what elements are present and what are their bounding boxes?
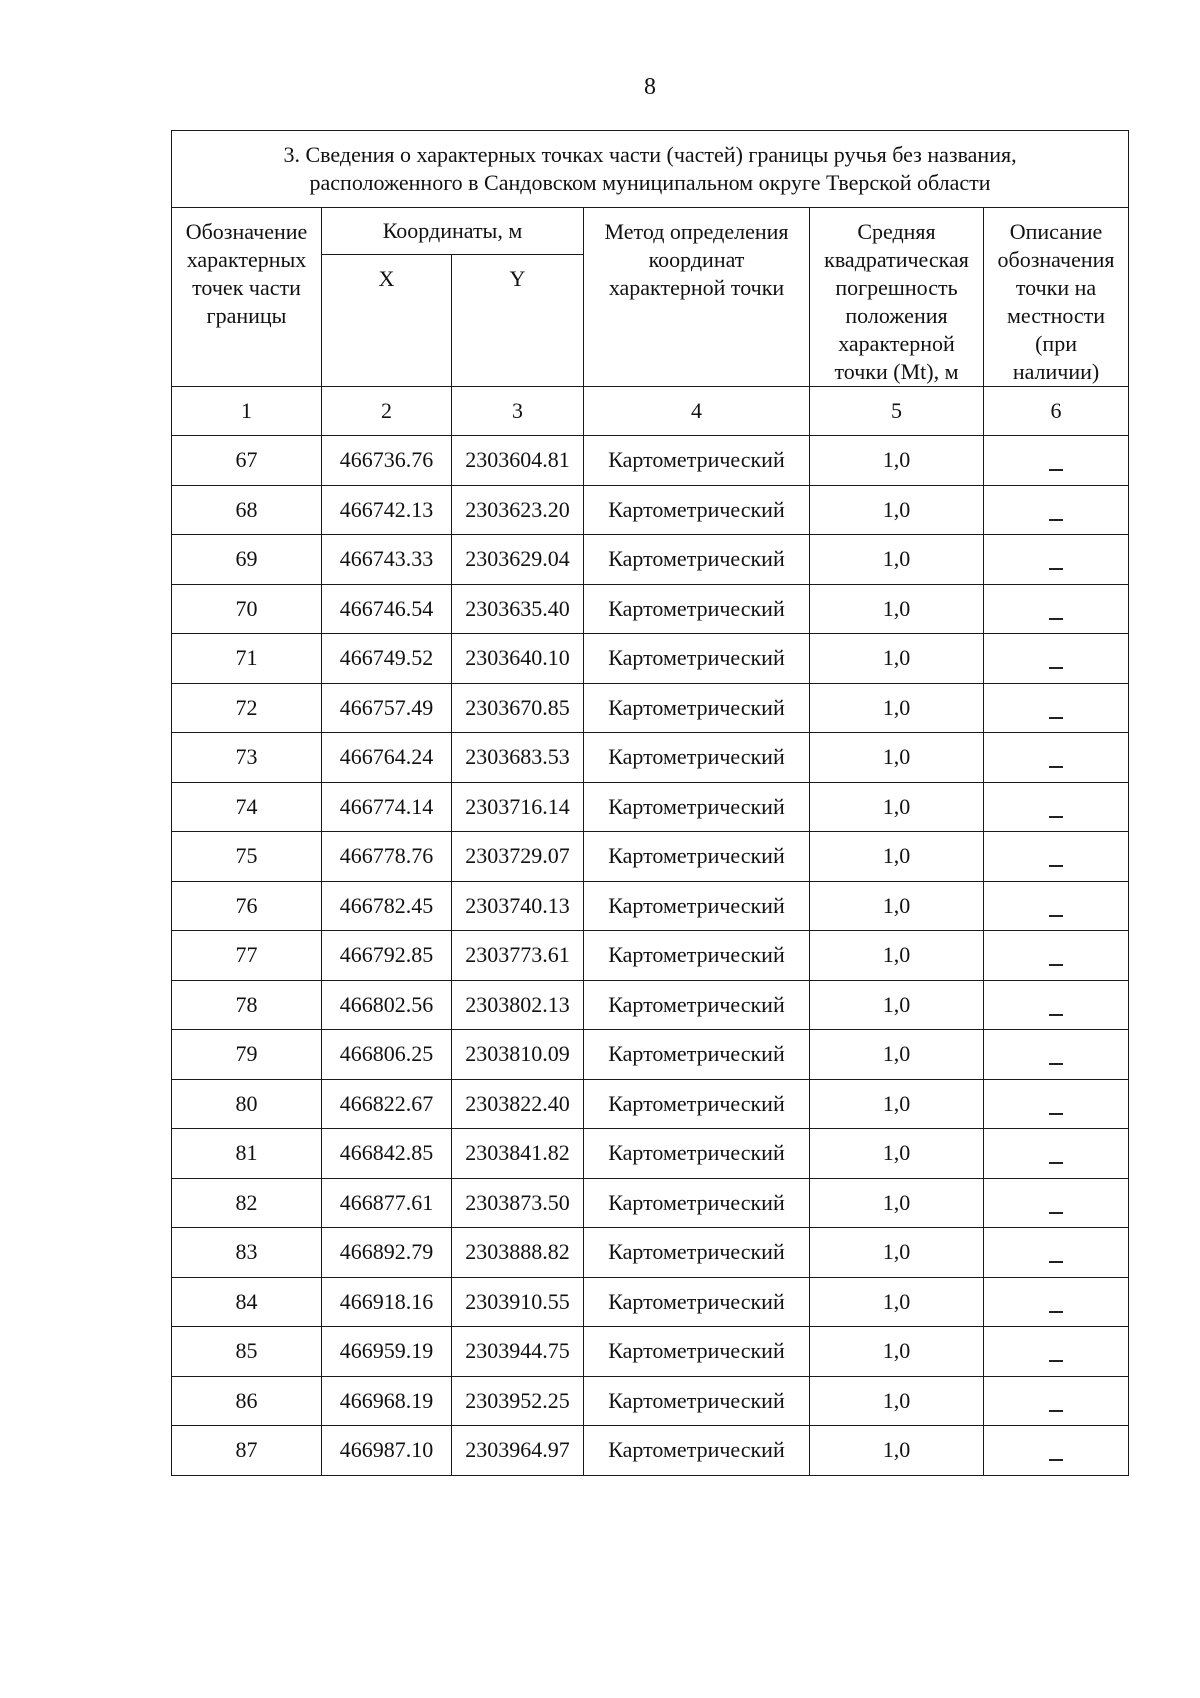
description-cell: [984, 683, 1129, 733]
description-cell: [984, 1426, 1129, 1476]
method-cell: Картометрический: [584, 485, 810, 535]
error-cell: 1,0: [810, 733, 984, 783]
coord-y-cell: 2303683.53: [452, 733, 584, 783]
method-cell: Картометрический: [584, 832, 810, 882]
coord-y-cell: 2303810.09: [452, 1030, 584, 1080]
error-cell: 1,0: [810, 1426, 984, 1476]
coord-y-cell: 2303944.75: [452, 1327, 584, 1377]
coord-x-cell: 466822.67: [322, 1079, 452, 1129]
point-id-cell: 81: [172, 1129, 322, 1179]
method-cell: Картометрический: [584, 535, 810, 585]
point-id-cell: 74: [172, 782, 322, 832]
point-id-cell: 69: [172, 535, 322, 585]
method-cell: Картометрический: [584, 1426, 810, 1476]
header-text: Средняя: [857, 219, 936, 244]
caption-line-1: 3. Сведения о характерных точках части (частей) границы ручья без названия,: [283, 142, 1017, 167]
coord-x-cell: 466743.33: [322, 535, 452, 585]
method-cell: Картометрический: [584, 634, 810, 684]
point-id-cell: 84: [172, 1277, 322, 1327]
error-cell: 1,0: [810, 535, 984, 585]
header-text: характерной точки: [608, 275, 785, 300]
description-cell: [984, 881, 1129, 931]
coord-y-cell: 2303629.04: [452, 535, 584, 585]
header-text: границы: [206, 303, 287, 328]
coord-x-cell: 466842.85: [322, 1129, 452, 1179]
header-row: [172, 208, 1129, 255]
description-cell: [984, 634, 1129, 684]
point-id-cell: 75: [172, 832, 322, 882]
description-cell: [984, 1327, 1129, 1377]
header-text: Описание: [1009, 219, 1103, 244]
point-id-cell: 79: [172, 1030, 322, 1080]
method-cell: Картометрический: [584, 782, 810, 832]
table-row: [172, 1376, 1129, 1426]
dash-mark: [1049, 1212, 1063, 1214]
point-id-cell: 82: [172, 1178, 322, 1228]
table-row: [172, 980, 1129, 1030]
dash-mark: [1049, 1311, 1063, 1313]
coord-x-cell: 466877.61: [322, 1178, 452, 1228]
coord-y-cell: 2303873.50: [452, 1178, 584, 1228]
method-cell: Картометрический: [584, 733, 810, 783]
table-row: [172, 683, 1129, 733]
header-text: характерных: [186, 247, 307, 272]
header-text: характерной: [838, 331, 955, 356]
table-row: [172, 1079, 1129, 1129]
coord-x-cell: 466892.79: [322, 1228, 452, 1278]
method-cell: Картометрический: [584, 980, 810, 1030]
dash-mark: [1049, 865, 1063, 867]
dash-mark: [1049, 1113, 1063, 1115]
point-id-cell: 76: [172, 881, 322, 931]
coord-y-cell: 2303716.14: [452, 782, 584, 832]
point-id-cell: 80: [172, 1079, 322, 1129]
error-cell: 1,0: [810, 1178, 984, 1228]
table-row: [172, 634, 1129, 684]
table-row: [172, 1426, 1129, 1476]
method-cell: Картометрический: [584, 931, 810, 981]
coord-y-cell: 2303604.81: [452, 436, 584, 486]
header-text: местности: [1006, 303, 1106, 328]
description-cell: [984, 1129, 1129, 1179]
point-id-cell: 78: [172, 980, 322, 1030]
header-text: наличии): [1012, 359, 1100, 384]
table-row: [172, 535, 1129, 585]
dash-mark: [1049, 618, 1063, 620]
error-cell: 1,0: [810, 1327, 984, 1377]
description-cell: [984, 1178, 1129, 1228]
coord-y-cell: 2303729.07: [452, 832, 584, 882]
method-cell: Картометрический: [584, 1079, 810, 1129]
dash-mark: [1049, 568, 1063, 570]
dash-mark: [1049, 717, 1063, 719]
dash-mark: [1049, 1410, 1063, 1412]
header-text: квадратическая: [824, 247, 969, 272]
coord-y-cell: 2303802.13: [452, 980, 584, 1030]
coord-x-cell: 466778.76: [322, 832, 452, 882]
error-cell: 1,0: [810, 1228, 984, 1278]
method-cell: Картометрический: [584, 881, 810, 931]
description-cell: [984, 535, 1129, 585]
error-cell: 1,0: [810, 980, 984, 1030]
description-cell: [984, 832, 1129, 882]
description-cell: [984, 931, 1129, 981]
dash-mark: [1049, 667, 1063, 669]
method-cell: Картометрический: [584, 1030, 810, 1080]
coord-x-cell: 466757.49: [322, 683, 452, 733]
error-cell: 1,0: [810, 485, 984, 535]
header-x: X: [322, 255, 452, 387]
error-cell: 1,0: [810, 1030, 984, 1080]
point-id-cell: 70: [172, 584, 322, 634]
method-cell: Картометрический: [584, 584, 810, 634]
method-cell: Картометрический: [584, 1277, 810, 1327]
dash-mark: [1049, 1014, 1063, 1016]
table-body: [172, 131, 1129, 1476]
dash-mark: [1049, 1459, 1063, 1461]
header-text: обозначения: [997, 247, 1115, 272]
coord-x-cell: 466736.76: [322, 436, 452, 486]
header-description: [984, 208, 1129, 387]
error-cell: 1,0: [810, 1277, 984, 1327]
column-number: 4: [584, 387, 810, 436]
dash-mark: [1049, 766, 1063, 768]
error-cell: 1,0: [810, 1376, 984, 1426]
coord-y-cell: 2303623.20: [452, 485, 584, 535]
header-point-designation: [172, 208, 322, 387]
header-text: (при: [1035, 331, 1077, 356]
method-cell: Картометрический: [584, 1327, 810, 1377]
column-number: 1: [172, 387, 322, 436]
coord-x-cell: 466806.25: [322, 1030, 452, 1080]
coord-x-cell: 466968.19: [322, 1376, 452, 1426]
coord-x-cell: 466774.14: [322, 782, 452, 832]
coord-y-cell: 2303841.82: [452, 1129, 584, 1179]
method-cell: Картометрический: [584, 1228, 810, 1278]
header-text: точки на: [1015, 275, 1097, 300]
table-row: [172, 832, 1129, 882]
coord-x-cell: 466746.54: [322, 584, 452, 634]
coord-y-cell: 2303635.40: [452, 584, 584, 634]
header-text: Метод определения: [604, 219, 789, 244]
column-number: 3: [452, 387, 584, 436]
table-row: [172, 1178, 1129, 1228]
coord-x-cell: 466742.13: [322, 485, 452, 535]
dash-mark: [1049, 816, 1063, 818]
header-method: [584, 208, 810, 387]
description-cell: [984, 733, 1129, 783]
method-cell: Картометрический: [584, 436, 810, 486]
dash-mark: [1049, 1261, 1063, 1263]
table-caption: [172, 131, 1129, 208]
table-row: [172, 782, 1129, 832]
header-text: положения: [845, 303, 948, 328]
table-row: [172, 1228, 1129, 1278]
coord-y-cell: 2303910.55: [452, 1277, 584, 1327]
boundary-points-table: [171, 130, 1129, 1476]
description-cell: [984, 1277, 1129, 1327]
error-cell: 1,0: [810, 1129, 984, 1179]
coord-x-cell: 466792.85: [322, 931, 452, 981]
description-cell: [984, 436, 1129, 486]
header-y: Y: [452, 255, 584, 387]
header-text: точек части: [192, 275, 301, 300]
coord-x-cell: 466918.16: [322, 1277, 452, 1327]
header-text: координат: [648, 247, 745, 272]
coord-y-cell: 2303964.97: [452, 1426, 584, 1476]
point-id-cell: 73: [172, 733, 322, 783]
table-row: [172, 1327, 1129, 1377]
description-cell: [984, 1079, 1129, 1129]
point-id-cell: 68: [172, 485, 322, 535]
error-cell: 1,0: [810, 832, 984, 882]
page-number: 8: [644, 74, 656, 100]
point-id-cell: 72: [172, 683, 322, 733]
description-cell: [984, 1030, 1129, 1080]
header-text: точки (Mt), м: [834, 359, 959, 384]
point-id-cell: 85: [172, 1327, 322, 1377]
column-number: 2: [322, 387, 452, 436]
error-cell: 1,0: [810, 683, 984, 733]
description-cell: [984, 782, 1129, 832]
caption-row: [172, 131, 1129, 208]
description-cell: [984, 1228, 1129, 1278]
column-number: 6: [984, 387, 1129, 436]
dash-mark: [1049, 915, 1063, 917]
coord-y-cell: 2303670.85: [452, 683, 584, 733]
coord-x-cell: 466782.45: [322, 881, 452, 931]
coord-y-cell: 2303952.25: [452, 1376, 584, 1426]
header-text: погрешность: [835, 275, 958, 300]
point-id-cell: 83: [172, 1228, 322, 1278]
header-mean-square-error: [810, 208, 984, 387]
header-coordinates: Координаты, м: [322, 208, 584, 255]
coord-x-cell: 466987.10: [322, 1426, 452, 1476]
method-cell: Картометрический: [584, 1376, 810, 1426]
table-row: [172, 733, 1129, 783]
coord-y-cell: 2303773.61: [452, 931, 584, 981]
dash-mark: [1049, 1360, 1063, 1362]
point-id-cell: 86: [172, 1376, 322, 1426]
description-cell: [984, 980, 1129, 1030]
column-number-row: [172, 387, 1129, 436]
coord-x-cell: 466749.52: [322, 634, 452, 684]
coord-y-cell: 2303888.82: [452, 1228, 584, 1278]
coord-y-cell: 2303640.10: [452, 634, 584, 684]
table-row: [172, 1277, 1129, 1327]
method-cell: Картометрический: [584, 683, 810, 733]
table-row: [172, 485, 1129, 535]
error-cell: 1,0: [810, 436, 984, 486]
error-cell: 1,0: [810, 584, 984, 634]
caption-line-2: расположенного в Сандовском муниципальном округе Тверской области: [309, 170, 991, 195]
error-cell: 1,0: [810, 881, 984, 931]
description-cell: [984, 485, 1129, 535]
dash-mark: [1049, 469, 1063, 471]
point-id-cell: 87: [172, 1426, 322, 1476]
header-text: Обозначение: [185, 219, 308, 244]
method-cell: Картометрический: [584, 1178, 810, 1228]
coord-y-cell: 2303822.40: [452, 1079, 584, 1129]
error-cell: 1,0: [810, 782, 984, 832]
dash-mark: [1049, 964, 1063, 966]
description-cell: [984, 1376, 1129, 1426]
column-number: 5: [810, 387, 984, 436]
point-id-cell: 77: [172, 931, 322, 981]
table-row: [172, 436, 1129, 486]
point-id-cell: 67: [172, 436, 322, 486]
table-row: [172, 1129, 1129, 1179]
coord-x-cell: 466959.19: [322, 1327, 452, 1377]
method-cell: Картометрический: [584, 1129, 810, 1179]
table-row: [172, 881, 1129, 931]
table-row: [172, 1030, 1129, 1080]
description-cell: [984, 584, 1129, 634]
table-row: [172, 931, 1129, 981]
coord-x-cell: 466802.56: [322, 980, 452, 1030]
dash-mark: [1049, 1063, 1063, 1065]
coord-y-cell: 2303740.13: [452, 881, 584, 931]
dash-mark: [1049, 1162, 1063, 1164]
table-row: [172, 584, 1129, 634]
error-cell: 1,0: [810, 634, 984, 684]
error-cell: 1,0: [810, 1079, 984, 1129]
coord-x-cell: 466764.24: [322, 733, 452, 783]
dash-mark: [1049, 519, 1063, 521]
point-id-cell: 71: [172, 634, 322, 684]
error-cell: 1,0: [810, 931, 984, 981]
